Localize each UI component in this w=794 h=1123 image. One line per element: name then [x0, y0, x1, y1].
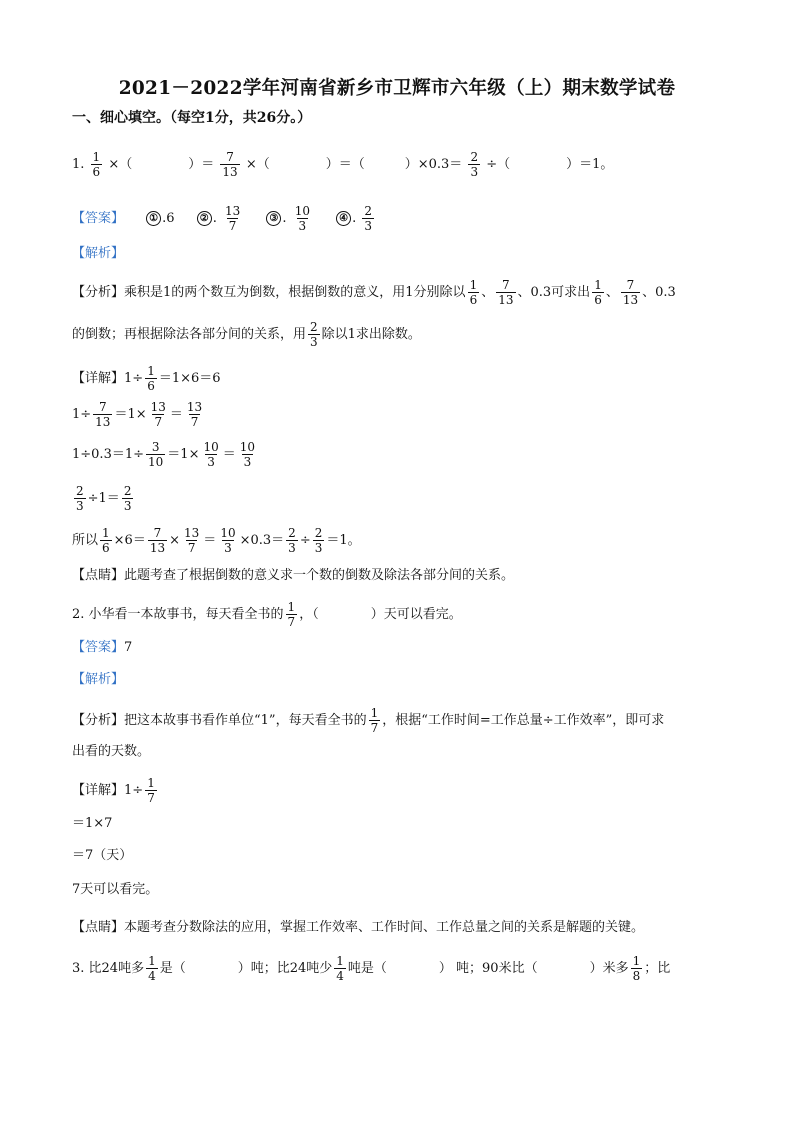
- detail-line-2: 1÷ $\frac{7}{13}$ ＝1× $\frac{13}{7}$ ＝ $\frac{13}{7}$: [72, 400, 203, 429]
- detail-q2-1: 【详解】1÷ $\frac{1}{7}$: [72, 776, 155, 805]
- analysis-text: 【分析】乘积是1的两个数互为倒数，根据倒数的意义，用1分别除以 $\frac{1}{6}$ 、 $\frac{7}{13}$ 、0.3可求出 $\frac{1}{6}$ 、 $\frac{7}{13}$ 、0.3: [72, 278, 676, 307]
- page-title: 2021－2022学年河南省新乡市卫辉市六年级（上）期末数学试卷: [118, 78, 676, 99]
- fraction: $\frac{10}{3}$: [294, 204, 310, 233]
- detail-line-1: 【详解】1÷ $\frac{1}{6}$ ＝1×6＝6: [72, 364, 221, 393]
- answer-label: 【答案】: [72, 211, 125, 226]
- detail-line-4: $\frac{2}{3}$ ÷1＝ $\frac{2}{3}$: [76, 484, 132, 513]
- detail-q2-2: ＝1×7: [72, 816, 113, 831]
- fraction: $\frac{2}{3}$: [364, 204, 373, 233]
- detail-q2-4: 7天可以看完。: [72, 882, 159, 897]
- analysis-text-q2-2: 出看的天数。: [72, 744, 151, 759]
- detail-line-5: 所以 $\frac{1}{6}$ ×6＝ $\frac{7}{13}$ × $\frac{13}{7}$ ＝ $\frac{10}{3}$ ×0.3＝ $\frac{2}{3}$ ÷ $\frac{2}{3}$ ＝1。: [72, 526, 361, 555]
- section-heading: 一、细心填空。（每空1分，共26分。）: [72, 110, 312, 126]
- answer-line: 【答案】 ① .6 ② . $\frac{13}{7}$ ③ . $\frac{10}{3}$ ④ . $\frac{2}{3}$: [72, 204, 373, 233]
- detail-q2-3: ＝7（天）: [72, 848, 133, 863]
- fraction: $\frac{1}{6}$: [92, 150, 101, 179]
- fraction: $\frac{7}{13}$: [222, 150, 238, 179]
- analysis-heading: 【解析】: [72, 246, 125, 261]
- question-3: 3. 比24吨多 $\frac{1}{4}$ 是（ ）吨；比24吨少 $\frac{1}{4}$ 吨是（ ） 吨；90米比（ ）米多 $\frac{1}{8}$ ；比: [72, 954, 671, 983]
- fraction: $\frac{2}{3}$: [470, 150, 479, 179]
- analysis-text-q2: 【分析】把这本故事书看作单位“1”，每天看全书的 $\frac{1}{7}$ ，根据“工作时间=工作总量÷工作效率”，即可求: [72, 706, 665, 735]
- analysis-text-2: 的倒数；再根据除法各部分间的关系，用 $\frac{2}{3}$ 除以1求出除数。: [72, 320, 421, 349]
- comment-line-2: 【点睛】本题考查分数除法的应用，掌握工作效率、工作时间、工作总量之间的关系是解题的关键。: [72, 920, 645, 935]
- analysis-heading-2: 【解析】: [72, 672, 125, 687]
- detail-line-3: 1÷0.3＝1÷ $\frac{3}{10}$ ＝1× $\frac{10}{3}$ ＝ $\frac{10}{3}$: [72, 440, 256, 469]
- question-1: 1. $\frac{1}{6}$ ×（ ）＝ $\frac{7}{13}$ ×（ ）＝（ ）×0.3＝ $\frac{2}{3}$ ÷（ ）＝1。: [72, 150, 614, 179]
- comment-line: 【点睛】此题考查了根据倒数的意义求一个数的倒数及除法各部分间的关系。: [72, 568, 515, 583]
- fraction: $\frac{13}{7}$: [224, 204, 241, 233]
- question-2: 2. 小华看一本故事书，每天看全书的 $\frac{1}{7}$ ，（ ）天可以看完。: [72, 600, 462, 629]
- question-number: 1.: [72, 157, 85, 172]
- answer-line-2: 【答案】7: [72, 640, 133, 655]
